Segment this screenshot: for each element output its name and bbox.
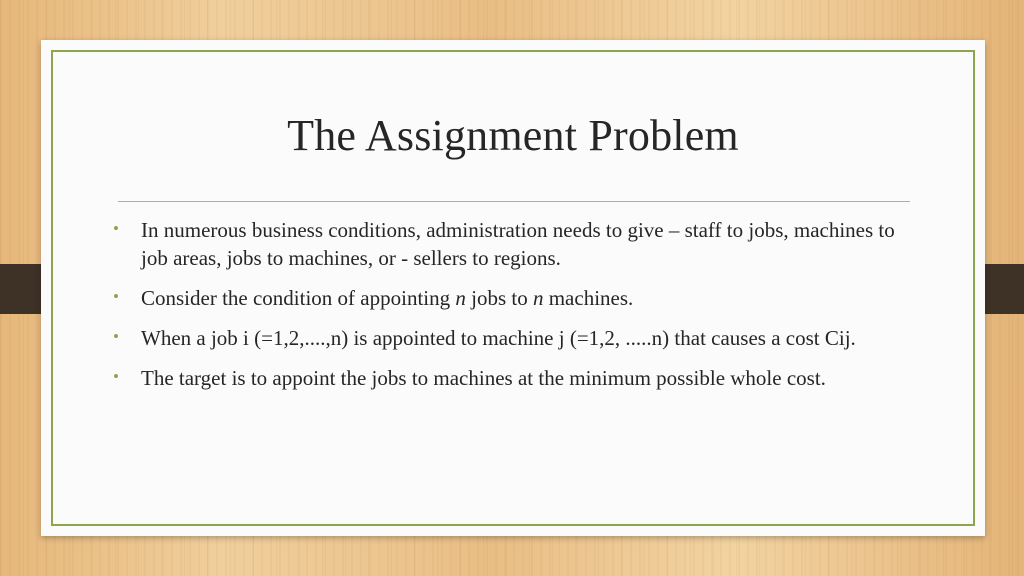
- bullet-text: When a job i (=1,2,....,n) is appointed to machine j (=1,2, .....n) that causes a cost Cij.: [141, 326, 856, 350]
- bullet-item: [113, 324, 913, 352]
- bullet-variable-n: n: [532, 286, 544, 310]
- bullet-item: [113, 364, 913, 392]
- slide: [41, 40, 985, 536]
- bullet-item: [113, 216, 913, 272]
- title-divider: [118, 201, 910, 202]
- bullet-text-part: Consider the condition of appointing: [141, 286, 456, 310]
- bullet-item: [113, 284, 913, 312]
- bullet-text-part: machines.: [543, 286, 634, 310]
- bullet-marker: •: [113, 367, 119, 386]
- bullet-variable-n: n: [455, 286, 466, 310]
- bullet-text-part: jobs to: [465, 286, 533, 310]
- bullet-marker: •: [113, 219, 119, 238]
- bullet-marker: •: [113, 287, 119, 306]
- bullet-text: The target is to appoint the jobs to machines at the minimum possible whole cost.: [141, 366, 826, 390]
- bullet-list: [113, 216, 913, 404]
- bullet-marker: •: [113, 327, 119, 346]
- slide-title: The Assignment Problem: [287, 111, 739, 160]
- bullet-text: In numerous business conditions, administration needs to give – staff to jobs, machines to job areas, jobs to machines, or - sellers to regions.: [141, 218, 895, 270]
